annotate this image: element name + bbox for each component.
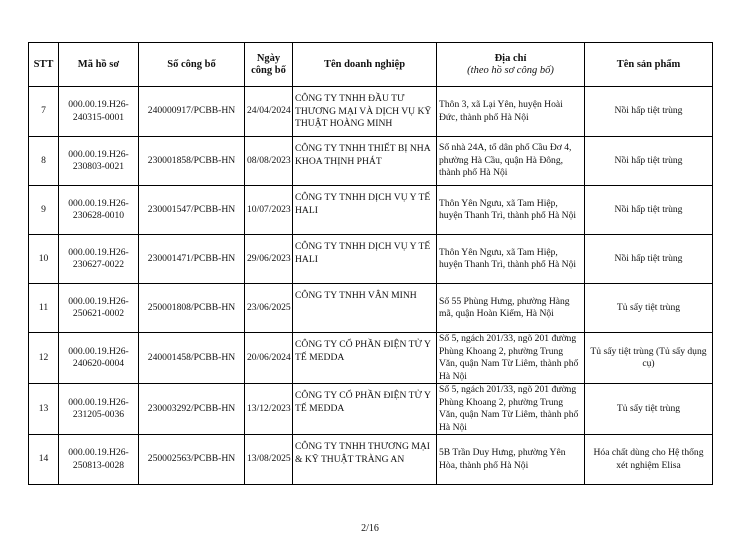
cell-so-cong-bo: 230003292/PCBB-HN	[139, 384, 245, 435]
cell-san-pham: Nồi hấp tiệt trùng	[585, 235, 713, 284]
cell-stt: 12	[29, 333, 59, 384]
cell-so-cong-bo: 230001547/PCBB-HN	[139, 186, 245, 235]
cell-ten-doanh-nghiep: CÔNG TY CỔ PHẦN ĐIỆN TỬ Y TẾ MEDDA	[293, 333, 437, 384]
table-row	[29, 137, 713, 186]
cell-san-pham: Hóa chất dùng cho Hệ thống xét nghiệm Elisa	[585, 435, 713, 485]
header-dia-chi-sub: (theo hồ sơ công bố)	[467, 64, 554, 76]
cell-ten-doanh-nghiep: CÔNG TY TNHH DỊCH VỤ Y TẾ HALI	[293, 235, 437, 284]
header-ten-doanh-nghiep: Tên doanh nghiệp	[293, 43, 437, 87]
page-number: 2/16	[361, 523, 379, 534]
header-so-cong-bo: Số công bố	[139, 43, 245, 87]
header-dia-chi-title: Địa chỉ	[494, 52, 527, 64]
cell-ten-doanh-nghiep: CÔNG TY TNHH ĐẦU TƯ THƯƠNG MẠI VÀ DỊCH VỤ KỸ THUẬT HOÀNG MINH	[293, 87, 437, 137]
cell-so-cong-bo: 230001858/PCBB-HN	[139, 137, 245, 186]
cell-san-pham: Nồi hấp tiệt trùng	[585, 87, 713, 137]
cell-ma-ho-so: 000.00.19.H26-250621-0002	[59, 284, 139, 333]
table-row	[29, 87, 713, 137]
cell-dia-chi: Thôn 3, xã Lại Yên, huyện Hoài Đức, thành phố Hà Nội	[437, 87, 585, 137]
cell-stt: 9	[29, 186, 59, 235]
cell-so-cong-bo: 240001458/PCBB-HN	[139, 333, 245, 384]
cell-san-pham: Tủ sấy tiệt trùng (Tủ sấy dụng cụ)	[585, 333, 713, 384]
cell-ten-doanh-nghiep: CÔNG TY TNHH DỊCH VỤ Y TẾ HALI	[293, 186, 437, 235]
cell-ten-doanh-nghiep: CÔNG TY TNHH THIẾT BỊ NHA KHOA THỊNH PHÁT	[293, 137, 437, 186]
cell-dia-chi: Số 5, ngách 201/33, ngõ 201 đường Phùng Khoang 2, phường Trung Văn, quận Nam Từ Liêm, thành phố Hà Nội	[437, 333, 585, 384]
header-row	[29, 43, 713, 87]
cell-ma-ho-so: 000.00.19.H26-240620-0004	[59, 333, 139, 384]
cell-ma-ho-so: 000.00.19.H26-230628-0010	[59, 186, 139, 235]
cell-ngay: 29/06/2023	[245, 235, 293, 284]
cell-ma-ho-so: 000.00.19.H26-250813-0028	[59, 435, 139, 485]
cell-ngay: 13/12/2023	[245, 384, 293, 435]
header-ten-san-pham: Tên sản phẩm	[585, 43, 713, 87]
table-row	[29, 384, 713, 435]
cell-san-pham: Tủ sấy tiệt trùng	[585, 284, 713, 333]
cell-ten-doanh-nghiep: CÔNG TY TNHH THƯƠNG MẠI & KỸ THUẬT TRÀNG AN	[293, 435, 437, 485]
cell-san-pham: Nồi hấp tiệt trùng	[585, 186, 713, 235]
header-ngay-line1: Ngày	[256, 52, 281, 64]
cell-stt: 8	[29, 137, 59, 186]
cell-stt: 11	[29, 284, 59, 333]
cell-ngay: 23/06/2025	[245, 284, 293, 333]
table-row	[29, 284, 713, 333]
cell-stt: 10	[29, 235, 59, 284]
cell-ngay: 10/07/2023	[245, 186, 293, 235]
cell-ngay: 13/08/2025	[245, 435, 293, 485]
cell-ten-doanh-nghiep: CÔNG TY CỔ PHẦN ĐIỆN TỬ Y TẾ MEDDA	[293, 384, 437, 435]
cell-stt: 7	[29, 87, 59, 137]
cell-so-cong-bo: 230001471/PCBB-HN	[139, 235, 245, 284]
cell-ngay: 24/04/2024	[245, 87, 293, 137]
table-row	[29, 186, 713, 235]
header-ngay-cong-bo	[245, 43, 293, 87]
table-row	[29, 235, 713, 284]
cell-so-cong-bo: 240000917/PCBB-HN	[139, 87, 245, 137]
header-ngay-line2: công bố	[251, 64, 286, 76]
table-row	[29, 333, 713, 384]
cell-stt: 14	[29, 435, 59, 485]
cell-dia-chi: Thôn Yên Ngưu, xã Tam Hiệp, huyện Thanh Trì, thành phố Hà Nội	[437, 235, 585, 284]
cell-dia-chi: Số 5, ngách 201/33, ngõ 201 đường Phùng Khoang 2, phường Trung Văn, quận Nam Từ Liêm, thành phố Hà Nội	[437, 384, 585, 435]
cell-ma-ho-so: 000.00.19.H26-230803-0021	[59, 137, 139, 186]
cell-san-pham: Tủ sấy tiệt trùng	[585, 384, 713, 435]
table-row	[29, 435, 713, 485]
cell-ma-ho-so: 000.00.19.H26-240315-0001	[59, 87, 139, 137]
cell-ma-ho-so: 000.00.19.H26-230627-0022	[59, 235, 139, 284]
cell-san-pham: Nồi hấp tiệt trùng	[585, 137, 713, 186]
registration-table	[28, 42, 713, 485]
cell-dia-chi: Thôn Yên Ngưu, xã Tam Hiệp, huyện Thanh Trì, thành phố Hà Nội	[437, 186, 585, 235]
cell-dia-chi: Số nhà 24A, tổ dân phố Cầu Đơ 4, phường Hà Cầu, quận Hà Đông, thành phố Hà Nội	[437, 137, 585, 186]
cell-ma-ho-so: 000.00.19.H26-231205-0036	[59, 384, 139, 435]
cell-dia-chi: Số 55 Phùng Hưng, phường Hàng mã, quận Hoàn Kiếm, Hà Nội	[437, 284, 585, 333]
cell-so-cong-bo: 250001808/PCBB-HN	[139, 284, 245, 333]
cell-ngay: 08/08/2023	[245, 137, 293, 186]
cell-so-cong-bo: 250002563/PCBB-HN	[139, 435, 245, 485]
cell-ten-doanh-nghiep: CÔNG TY TNHH VÂN MINH	[293, 284, 437, 333]
header-stt: STT	[29, 43, 59, 87]
cell-ngay: 20/06/2024	[245, 333, 293, 384]
header-dia-chi	[437, 43, 585, 87]
header-ma-ho-so: Mã hồ sơ	[59, 43, 139, 87]
cell-dia-chi: 5B Trần Duy Hưng, phường Yên Hòa, thành phố Hà Nội	[437, 435, 585, 485]
cell-stt: 13	[29, 384, 59, 435]
